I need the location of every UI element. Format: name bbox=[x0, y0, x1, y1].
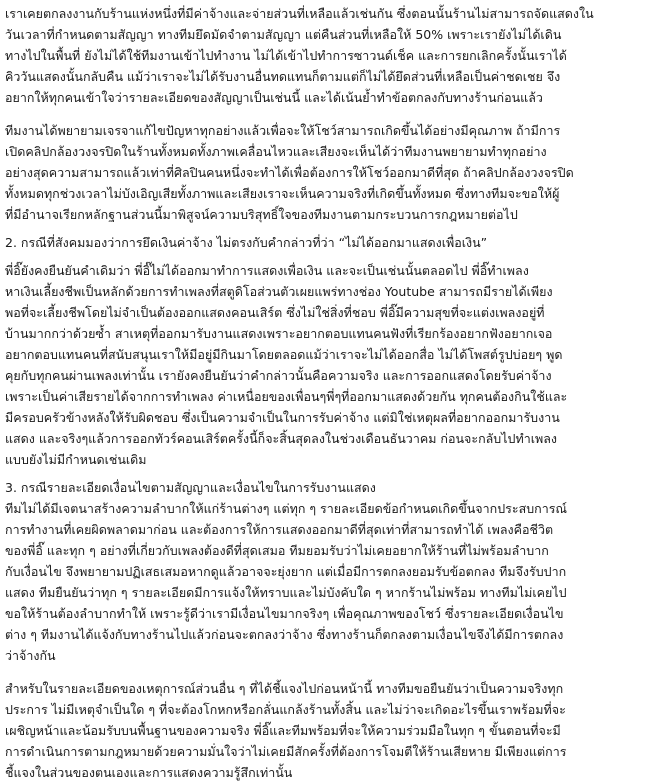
text-line: คิววันแสดงนั้นกลับคืน แม้ว่าเราจะไม่ได้รับงานอื่นทดแทนก็ตามแต่ก็ไม่ได้ยึดส่วนที่เหลือเป็นค่าชดเชย จึง bbox=[5, 69, 561, 84]
text-line: วันเวลาที่กำหนดตามสัญญา ทางทีมยึดมัดจำตามสัญญา แต่คืนส่วนที่เหลือให้ 50% เพราะเรายังไม่ได้เดิน bbox=[5, 27, 562, 42]
text-line: ทีมงานได้พยายามเจรจาแก้ไขปัญหาทุกอย่างแล้วเพื่อจะให้โชว์สามารถเกิดขึ้นได้อย่างมีคุณภาพ ถ้ามีการ bbox=[5, 123, 561, 138]
text-line: คุยกับทุกคนผ่านเพลงเท่านั้น เรายังคงยืนยันว่าคำกล่าวนั้นคือความจริง และการออกแสดงโดยรับค่าจ้าง bbox=[5, 368, 552, 383]
text-line: ทั้งหมดทุกช่วงเวลาไม่บังเอิญเสียทั้งภาพและเสียงเราจะเห็นความจริงที่เกิดขึ้นทั้งหมด ซึ่งทางทีมจะขอให้ผู้ bbox=[5, 186, 560, 201]
text-line: ของพี่อิ๊ และทุก ๆ อย่างที่เกี่ยวกับเพลงต้องดีที่สุดเสมอ ทีมยอมรับว่าไม่เคยอยากให้ร้านที่ไม่พร้อมลำบาก bbox=[5, 543, 549, 558]
text-line: กับเงื่อนไข จึงพยายามปฏิเสธเสมอหากดูแล้วอาจจะยุ่งยาก แต่เมื่อมีการตกลงยอมรับข้อตกลง ทีมจึงรับปาก bbox=[5, 564, 567, 579]
text-line: ขอให้ร้านต้องลำบากทำให้ เพราะรู้ดีว่าเรามีเงื่อนไขมากจริงๆ เพื่อคุณภาพของโชว์ ซึ่งรายละเอียดเงื่อนไข bbox=[5, 606, 564, 621]
section-heading-2 bbox=[5, 232, 647, 253]
text-line: ชี้แจงในส่วนของตนเองและการแสดงความรู้สึกเท่านั้น bbox=[5, 765, 293, 780]
text-line: การทำงานที่เคยผิดพลาดมาก่อน และต้องการให้การแสดงออกมาดีที่สุดเท่าที่สามารถทำได้ เพลงคือชีวิต bbox=[5, 522, 554, 537]
text-line: อยากให้ทุกคนเข้าใจว่ารายละเอียดของสัญญาเป็นเช่นนี้ และได้เน้นย้ำทำข้อตกลงกับทางร้านก่อนแล้ว bbox=[5, 90, 543, 105]
text-line: ว่าจ้างกัน bbox=[5, 648, 56, 663]
heading-line: 2. กรณีที่สังคมมองว่าการยึดเงินค่าจ้าง ไม่ตรงกับคำกล่าวที่ว่า “ไม่ได้ออกมาแสดงเพื่อเงิน” bbox=[5, 235, 488, 250]
text-line: หาเงินเลี้ยงชีพเป็นหลักด้วยการทำเพลงที่สตูดิโอส่วนตัวเผยแพร่ทางช่อง Youtube สามารถมีรายได้เพียง bbox=[5, 284, 553, 299]
text-line: ทางไปในพื้นที่ ยังไม่ได้ใช้ทีมงานเข้าไปทำงาน ไม่ได้เข้าไปทำการซาวนด์เช็ค และการยกเลิกครั้งนั้นเราได้ bbox=[5, 48, 567, 63]
text-line: ต่าง ๆ ทีมงานได้แจ้งกับทางร้านไปแล้วก่อนจะตกลงว่าจ้าง ซึ่งทางร้านก็ตกลงตามเงื่อนไขจึงได้มีการตกลง bbox=[5, 627, 564, 642]
heading-line: 3. กรณีรายละเอียดเงื่อนไขตามสัญญาและเงื่อนไขในการรับงานแสดง bbox=[5, 480, 376, 495]
text-line: สำหรับในรายละเอียดของเหตุการณ์ส่วนอื่น ๆ ที่ได้ชี้แจงไปก่อนหน้านี้ ทางทีมขอยืนยันว่าเป็นความจริงทุก bbox=[5, 681, 564, 696]
text-line: พี่อิ๊ยังคงยืนยันคำเดิมว่า พี่อิ๊ไม่ได้ออกมาทำการแสดงเพื่อเงิน และจะเป็นเช่นนั้นตลอดไป พี่อิ๊ทำเพลง bbox=[5, 263, 529, 278]
text-line: เผชิญหน้าและน้อมรับบนพื้นฐานของความจริง พี่อิ๊และทีมพร้อมที่จะให้ความร่วมมือในทุก ๆ ขั้นตอนที่จะมี bbox=[5, 723, 561, 738]
text-line: ที่มีอำนาจเรียกหลักฐานส่วนนี้มาพิสูจน์ความบริสุทธิ์ใจของทีมงานตามกระบวนการกฎหมายต่อไป bbox=[5, 207, 518, 222]
text-line: การดำเนินการตามกฎหมายด้วยความมั่นใจว่าไม่เคยมีสักครั้งที่ต้องการโจมตีให้ร้านเสียหาย มีเพียงแต่การ bbox=[5, 744, 567, 759]
text-line: บ้านมากกว่าด้วยซ้ำ สาเหตุที่ออกมารับงานแสดงเพราะอยากตอบแทนคนฟังที่เรียกร้องอยากฟังอยากเจอ bbox=[5, 326, 553, 341]
text-line: เราเคยตกลงงานกับร้านแห่งหนึ่งที่มีค่าจ้างและจ่ายส่วนที่เหลือแล้วเช่นกัน ซึ่งตอนนั้นร้านไม่สามารถจัดแสดงใน bbox=[5, 6, 594, 21]
paragraph-cctv-evidence bbox=[5, 120, 647, 225]
text-line: แสดง และจริงๆแล้วการออกทัวร์คอนเสิร์ตครั้งนี้ก็จะสิ้นสุดลงในช่วงเดือนธันวาคม ก่อนจะกลับไปทำเพลง bbox=[5, 431, 557, 446]
text-line: ทีมไม่ได้มีเจตนาสร้างความลำบากให้แก่ร้านต่างๆ แต่ทุก ๆ รายละเอียดข้อกำหนดเกิดขึ้นจากประสบการณ์ bbox=[5, 501, 568, 516]
paragraph-refund-precedent bbox=[5, 3, 647, 108]
paragraph-not-for-money bbox=[5, 260, 647, 470]
text-line: แบบยังไม่มีกำหนดเช่นเดิม bbox=[5, 452, 147, 467]
paragraph-closing-statement bbox=[5, 678, 647, 783]
text-line: ประการ ไม่มีเหตุจำเป็นใด ๆ ที่จะต้องโกหกหรือกลั่นแกล้งร้านทั้งสิ้น และไม่ว่าจะเกิดอะไรขึ้นเราพร้อมที่จะ bbox=[5, 702, 566, 717]
text-line: เพราะเป็นค่าเสียรายได้จากการทำเพลง ค่าเหนื่อยของเพื่อนๆพี่ๆที่ออกมาแสดงด้วยกัน ทุกคนต้องกินใช้และ bbox=[5, 389, 568, 404]
text-line: มีครอบครัวข้างหลังให้รับผิดชอบ ซึ่งเป็นความจำเป็นในการรับค่าจ้าง แต่มิใช่เหตุผลที่อยากออกมารับงาน bbox=[5, 410, 560, 425]
text-line: อย่างสุดความสามารถแล้วเท่าที่ศิลปินคนหนึ่งจะทำได้เพื่อต้องการให้โชว์ออกมาดีที่สุด ถ้าคลิปกล้องวงจรปิด bbox=[5, 165, 574, 180]
text-line: เปิดคลิปกล้องวงจรปิดในร้านทั้งหมดทั้งภาพเคลื่อนไหวและเสียงจะเห็นได้ว่าทีมงานพยายามทำทุกอย่าง bbox=[5, 144, 547, 159]
section-3-contract-conditions bbox=[5, 477, 647, 666]
text-line: แสดง ทีมยืนยันว่าทุก ๆ รายละเอียดมีการแจ้งให้ทราบและไม่บังคับใด ๆ หากร้านไม่พร้อม ทางทีมไม่เคยไป bbox=[5, 585, 567, 600]
text-line: พอที่จะเลี้ยงชีพโดยไม่จำเป็นต้องออกแสดงคอนเสิร์ต ซึ่งไม่ใช่สิ่งที่ชอบ พี่อิ๊มีความสุขที่จะแต่งเพลงอยู่ที่ bbox=[5, 305, 545, 320]
text-line: อยากตอบแทนคนที่สนับสนุนเราให้มีอยู่มีกินมาโดยตลอดแม้ว่าเราจะไม่ได้ออกสื่อ ไม่ได้โพสต์รูปบ่อยๆ พูด bbox=[5, 347, 563, 362]
